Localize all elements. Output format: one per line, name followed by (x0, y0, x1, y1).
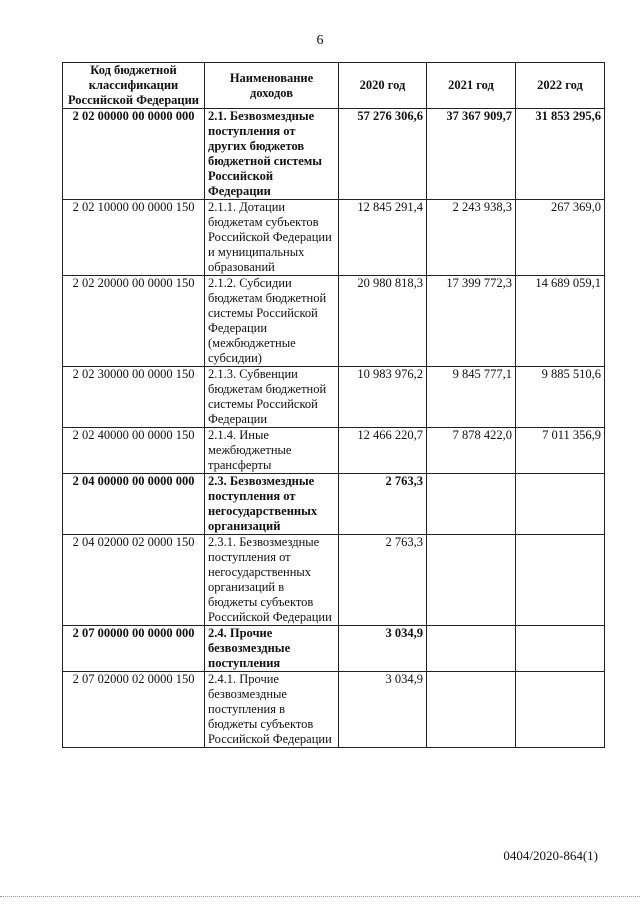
row-value-2022: 9 885 510,6 (516, 367, 605, 428)
row-value-2020: 10 983 976,2 (339, 367, 427, 428)
header-2020: 2020 год (339, 63, 427, 109)
row-value-2022 (516, 535, 605, 626)
row-value-2021 (427, 474, 516, 535)
row-code: 2 02 40000 00 0000 150 (63, 428, 205, 474)
table-header-row (63, 63, 605, 109)
row-value-2020: 2 763,3 (339, 535, 427, 626)
page-number: 6 (316, 33, 324, 48)
header-code: Код бюджетной классификации Российской Федерации (63, 63, 205, 109)
row-value-2020: 20 980 818,3 (339, 276, 427, 367)
table-row (63, 367, 605, 428)
table-row (63, 276, 605, 367)
row-name: 2.1.2. Субсидии бюджетам бюджетной системы Российской Федерации (межбюджетные субсидии) (205, 276, 339, 367)
table-row (63, 200, 605, 276)
row-value-2022: 267 369,0 (516, 200, 605, 276)
table-row (63, 672, 605, 748)
row-value-2020: 12 845 291,4 (339, 200, 427, 276)
row-value-2021: 37 367 909,7 (427, 109, 516, 200)
row-value-2021: 17 399 772,3 (427, 276, 516, 367)
row-value-2022 (516, 474, 605, 535)
row-name: 2.1.3. Субвенции бюджетам бюджетной системы Российской Федерации (205, 367, 339, 428)
row-value-2021: 9 845 777,1 (427, 367, 516, 428)
row-value-2021 (427, 672, 516, 748)
table-row (63, 535, 605, 626)
scan-edge-divider (0, 896, 640, 897)
row-name: 2.1.1. Дотации бюджетам субъектов Российской Федерации и муниципальных образований (205, 200, 339, 276)
document-registration-number: 0404/2020-864(1) (503, 848, 598, 863)
row-code: 2 02 30000 00 0000 150 (63, 367, 205, 428)
budget-revenue-table (62, 62, 605, 748)
header-2022: 2022 год (516, 63, 605, 109)
table-row (63, 109, 605, 200)
row-value-2020: 57 276 306,6 (339, 109, 427, 200)
header-2021: 2021 год (427, 63, 516, 109)
row-code: 2 02 20000 00 0000 150 (63, 276, 205, 367)
row-value-2022: 7 011 356,9 (516, 428, 605, 474)
row-value-2022 (516, 672, 605, 748)
row-value-2022 (516, 626, 605, 672)
row-name: 2.3. Безвозмездные поступления от негосударственных организаций (205, 474, 339, 535)
table-row (63, 428, 605, 474)
row-code: 2 04 02000 02 0000 150 (63, 535, 205, 626)
header-name: Наименование доходов (205, 63, 339, 109)
row-value-2020: 3 034,9 (339, 672, 427, 748)
row-name: 2.1.4. Иные межбюджетные трансферты (205, 428, 339, 474)
row-value-2021: 2 243 938,3 (427, 200, 516, 276)
table-row (63, 474, 605, 535)
row-name: 2.3.1. Безвозмездные поступления от негосударственных организаций в бюджеты субъектов Российской Федерации (205, 535, 339, 626)
row-value-2020: 2 763,3 (339, 474, 427, 535)
table-row (63, 626, 605, 672)
row-code: 2 07 02000 02 0000 150 (63, 672, 205, 748)
row-value-2021 (427, 626, 516, 672)
row-value-2022: 31 853 295,6 (516, 109, 605, 200)
row-name: 2.4. Прочие безвозмездные поступления (205, 626, 339, 672)
row-code: 2 02 10000 00 0000 150 (63, 200, 205, 276)
row-code: 2 02 00000 00 0000 000 (63, 109, 205, 200)
row-value-2021: 7 878 422,0 (427, 428, 516, 474)
row-name: 2.4.1. Прочие безвозмездные поступления в бюджеты субъектов Российской Федерации (205, 672, 339, 748)
row-code: 2 07 00000 00 0000 000 (63, 626, 205, 672)
row-name: 2.1. Безвозмездные поступления от других бюджетов бюджетной системы Российской Федерации (205, 109, 339, 200)
row-value-2021 (427, 535, 516, 626)
row-code: 2 04 00000 00 0000 000 (63, 474, 205, 535)
row-value-2022: 14 689 059,1 (516, 276, 605, 367)
row-value-2020: 12 466 220,7 (339, 428, 427, 474)
row-value-2020: 3 034,9 (339, 626, 427, 672)
